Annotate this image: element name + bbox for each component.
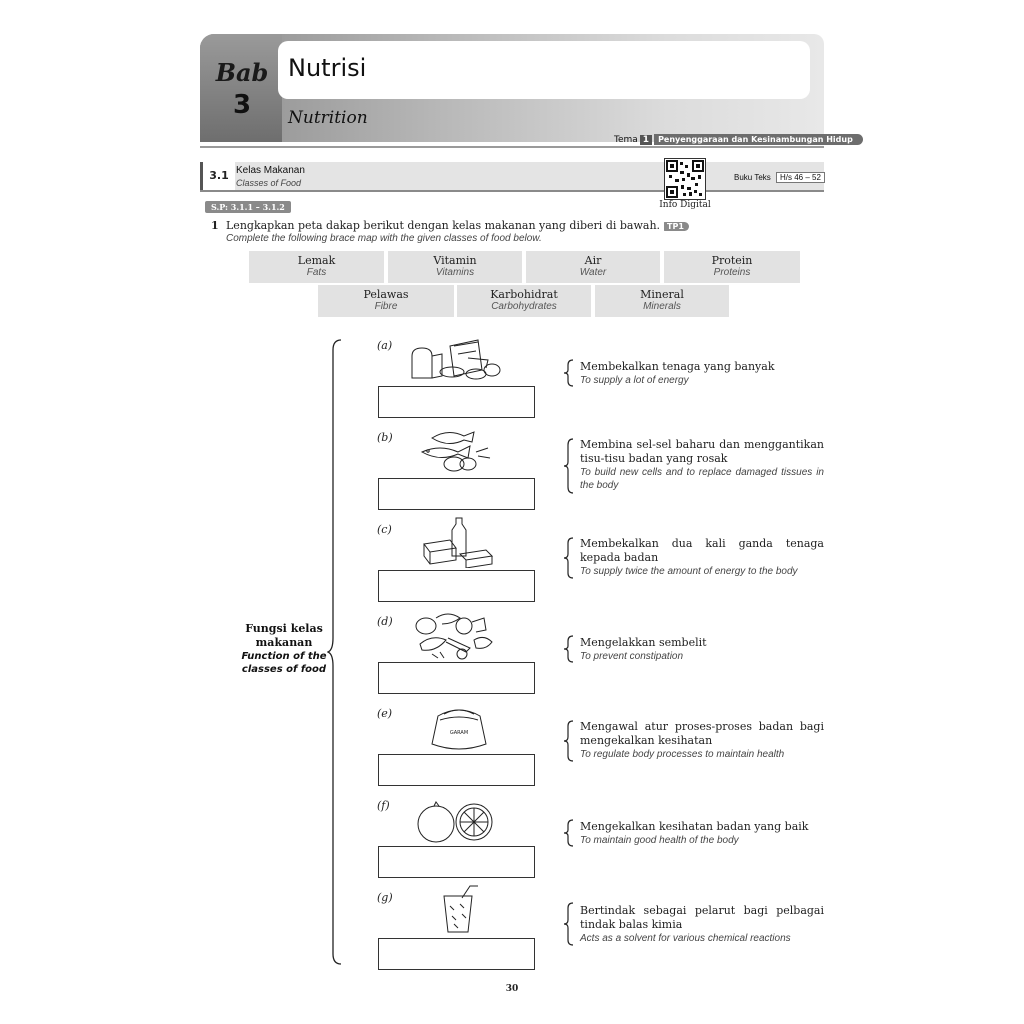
function-ms: Mengelakkan sembelit bbox=[580, 636, 707, 649]
orange-icon bbox=[416, 800, 496, 846]
function-text bbox=[580, 636, 824, 663]
class-name: Vitamin bbox=[433, 254, 477, 267]
function-ms: Membekalkan dua kali ganda tenaga kepada badan bbox=[580, 537, 824, 564]
function-text bbox=[580, 820, 824, 847]
salt-bag-icon bbox=[426, 704, 492, 752]
answer-box[interactable] bbox=[378, 938, 535, 970]
function-text bbox=[580, 537, 824, 578]
water-glass-icon bbox=[438, 884, 480, 936]
answer-box[interactable] bbox=[378, 662, 535, 694]
answer-box[interactable] bbox=[378, 386, 535, 418]
class-box bbox=[664, 251, 800, 283]
item-brace bbox=[563, 359, 575, 387]
section-number: 3.1 bbox=[200, 162, 235, 190]
center-label: Fungsi kelas makanan bbox=[245, 622, 323, 649]
function-text bbox=[580, 360, 824, 387]
item-brace bbox=[563, 635, 575, 663]
page-subtitle: Nutrition bbox=[288, 108, 368, 128]
question-number: 1 bbox=[211, 219, 219, 232]
item-label: (a) bbox=[377, 339, 393, 352]
function-ms: Mengawal atur proses-proses badan bagi mengekalkan kesihatan bbox=[580, 720, 824, 747]
class-name-en: Proteins bbox=[713, 267, 751, 278]
theme-title: Penyenggaraan dan Kesinambungan Hidup bbox=[654, 134, 863, 145]
page-title: Nutrisi bbox=[288, 54, 367, 82]
chapter-badge bbox=[200, 34, 282, 142]
chapter-word: Bab bbox=[215, 58, 269, 87]
class-name: Pelawas bbox=[363, 288, 409, 301]
function-en: To supply twice the amount of energy to the body bbox=[580, 566, 798, 577]
function-en: To maintain good health of the body bbox=[580, 835, 739, 846]
function-ms: Membina sel-sel baharu dan menggantikan tisu-tisu badan yang rosak bbox=[580, 438, 824, 465]
info-digital-label: Info Digital bbox=[659, 200, 711, 210]
textbook-label: Buku Teks bbox=[734, 173, 771, 182]
class-name: Lemak bbox=[297, 254, 336, 267]
class-name-en: Fats bbox=[306, 267, 327, 278]
item-brace bbox=[563, 720, 575, 762]
butter-oil-icon bbox=[420, 516, 496, 568]
class-name-en: Carbohydrates bbox=[491, 301, 557, 312]
item-label: (g) bbox=[377, 891, 393, 904]
class-box bbox=[388, 251, 522, 283]
fish-eggs-icon bbox=[418, 428, 492, 474]
page-number: 30 bbox=[505, 984, 519, 994]
function-ms: Bertindak sebagai pelarut bagi pelbagai tindak balas kimia bbox=[580, 904, 824, 931]
question-text-ms: Lengkapkan peta dakap berikut dengan kelas makanan yang diberi di bawah. bbox=[226, 219, 661, 232]
header-divider bbox=[200, 146, 824, 148]
theme-number: 1 bbox=[640, 135, 652, 145]
answer-box[interactable] bbox=[378, 478, 535, 510]
item-label: (b) bbox=[377, 431, 393, 444]
class-box bbox=[318, 285, 454, 317]
question-text-en: Complete the following brace map with the given classes of food below. bbox=[226, 233, 542, 244]
function-en: Acts as a solvent for various chemical reactions bbox=[580, 933, 791, 944]
function-ms: Mengekalkan kesihatan badan yang baik bbox=[580, 820, 809, 833]
answer-box[interactable] bbox=[378, 754, 535, 786]
class-name: Air bbox=[584, 254, 602, 267]
function-ms: Membekalkan tenaga yang banyak bbox=[580, 360, 775, 373]
function-text bbox=[580, 904, 824, 945]
theme-word: Tema bbox=[614, 134, 638, 145]
function-text bbox=[580, 438, 824, 492]
function-text bbox=[580, 720, 824, 761]
class-box bbox=[249, 251, 384, 283]
section-title-en: Classes of Food bbox=[236, 178, 302, 188]
answer-box[interactable] bbox=[378, 846, 535, 878]
class-box bbox=[457, 285, 591, 317]
item-brace bbox=[563, 438, 575, 494]
item-brace bbox=[563, 902, 575, 946]
center-label-en: Function of the classes of food bbox=[241, 651, 327, 675]
qr-code-icon[interactable] bbox=[664, 158, 706, 200]
class-name-en: Minerals bbox=[643, 301, 681, 312]
class-name-en: Vitamins bbox=[435, 267, 475, 278]
function-en: To regulate body processes to maintain health bbox=[580, 749, 785, 760]
class-box bbox=[526, 251, 660, 283]
item-label: (d) bbox=[377, 615, 393, 628]
class-name: Mineral bbox=[640, 288, 684, 301]
tp-badge: TP1 bbox=[664, 222, 689, 231]
question-text bbox=[226, 219, 689, 232]
function-en: To supply a lot of energy bbox=[580, 375, 689, 386]
class-name-en: Water bbox=[579, 267, 607, 278]
class-box bbox=[595, 285, 729, 317]
vegetables-icon bbox=[412, 610, 496, 660]
class-name: Protein bbox=[711, 254, 753, 267]
theme-label bbox=[614, 134, 863, 145]
bag-label: GARAM bbox=[449, 730, 469, 736]
bread-rice-icon bbox=[406, 334, 506, 382]
brace-map-center bbox=[230, 622, 338, 676]
item-brace bbox=[563, 537, 575, 579]
function-en: To prevent constipation bbox=[580, 651, 684, 662]
item-label: (e) bbox=[377, 707, 393, 720]
chapter-number: 3 bbox=[232, 90, 252, 120]
textbook-reference bbox=[734, 172, 825, 183]
answer-box[interactable] bbox=[378, 570, 535, 602]
item-brace bbox=[563, 819, 575, 847]
item-label: (f) bbox=[377, 799, 390, 812]
function-en: To build new cells and to replace damaged tissues in the body bbox=[580, 467, 824, 491]
section-title: Kelas Makanan bbox=[236, 165, 305, 176]
class-name: Karbohidrat bbox=[490, 288, 558, 301]
learning-standard-tag: S.P: 3.1.1 – 3.1.2 bbox=[205, 201, 291, 213]
item-label: (c) bbox=[377, 523, 392, 536]
class-name-en: Fibre bbox=[374, 301, 398, 312]
textbook-pages: H/s 46 – 52 bbox=[776, 172, 825, 183]
